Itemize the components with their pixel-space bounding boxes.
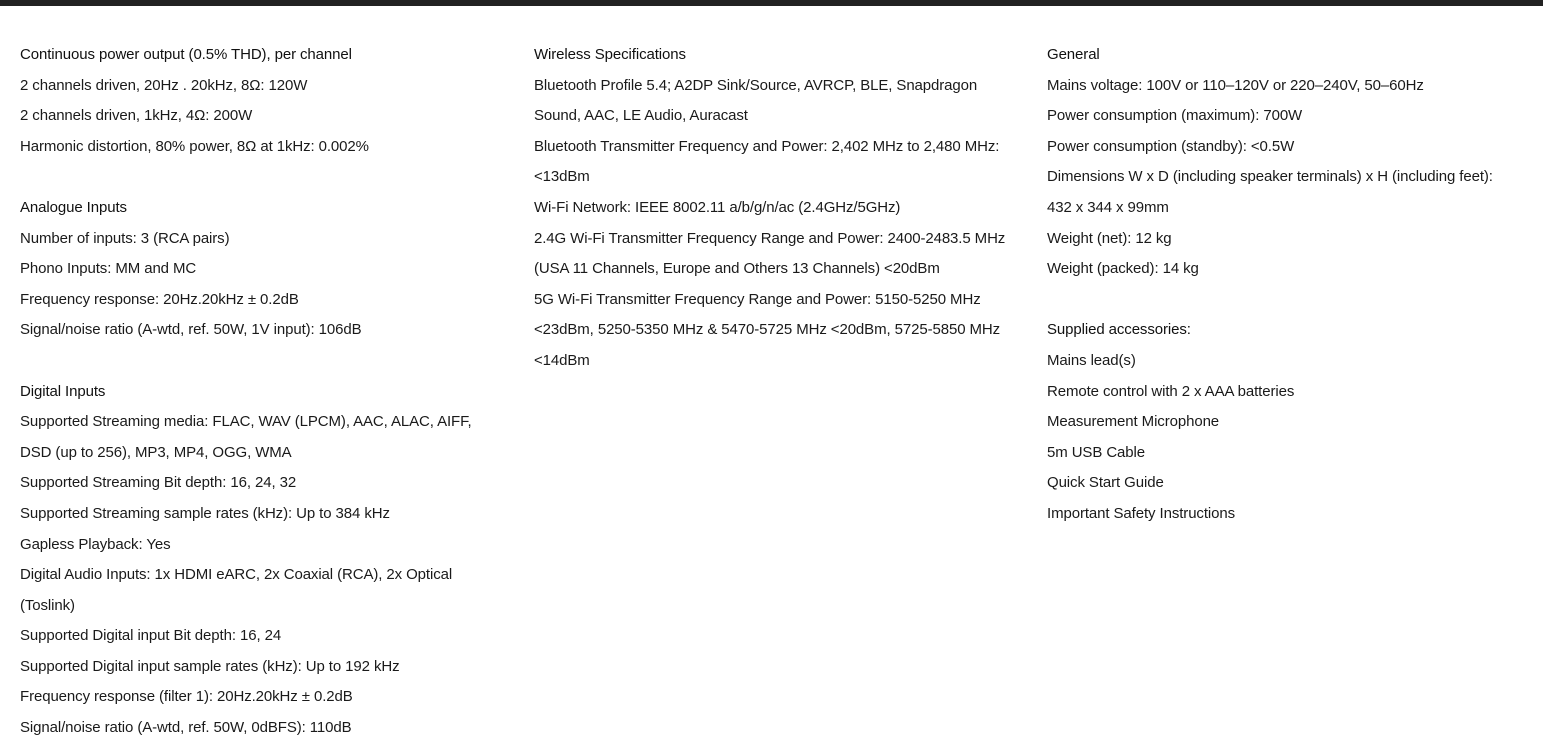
spec-line: Weight (packed): 14 kg	[1047, 260, 1199, 278]
spec-line: Digital Audio Inputs: 1x HDMI eARC, 2x Coaxial (RCA), 2x Optical (Toslink)	[20, 566, 453, 614]
spec-line: Important Safety Instructions	[1047, 504, 1236, 522]
section-title: Analogue Inputs	[20, 198, 127, 216]
section-title: Wireless Specifications	[534, 46, 686, 63]
spec-section-digital-inputs	[20, 377, 505, 744]
spec-line: 2 channels driven, 1kHz, 4Ω: 200W	[20, 107, 253, 125]
spec-line: Bluetooth Profile 5.4; A2DP Sink/Source, AVRCP, BLE, Snapdragon Sound, AAC, LE Audio, Auracast	[534, 76, 978, 125]
spec-line: Weight (net): 12 kg	[1047, 229, 1172, 247]
spec-line: Phono Inputs: MM and MC	[20, 260, 197, 278]
spec-line: Supported Streaming Bit depth: 16, 24, 32	[20, 474, 297, 492]
spec-line: Gapless Playback: Yes	[20, 535, 171, 553]
section-title: Continuous power output (0.5% THD), per channel	[20, 46, 352, 63]
spec-line: Supported Streaming sample rates (kHz): Up to 384 kHz	[20, 504, 390, 522]
spec-line: 5G Wi-Fi Transmitter Frequency Range and Power: 5150-5250 MHz <23dBm, 5250-5350 MHz & 5470-5725 MHz <20dBm, 5725-5850 MHz <14dBm	[534, 290, 1001, 369]
spec-section-analogue-inputs	[20, 193, 505, 346]
spec-line: Mains voltage: 100V or 110–120V or 220–240V, 50–60Hz	[1047, 76, 1424, 94]
specs-column-performance	[20, 40, 505, 744]
spec-line: Dimensions W x D (including speaker terminals) x H (including feet):	[1047, 168, 1493, 186]
specs-column-wireless	[534, 40, 1019, 377]
spec-line: Number of inputs: 3 (RCA pairs)	[20, 229, 230, 247]
section-title: Digital Inputs	[20, 382, 106, 400]
spec-line: Harmonic distortion, 80% power, 8Ω at 1kHz: 0.002%	[20, 137, 369, 155]
spec-line: Frequency response (filter 1): 20Hz.20kHz ± 0.2dB	[20, 688, 353, 706]
spec-line: 2.4G Wi-Fi Transmitter Frequency Range and Power: 2400-2483.5 MHz (USA 11 Channels, Europe and Others 13 Channels) <20dBm	[534, 229, 1006, 278]
spec-line: Frequency response: 20Hz.20kHz ± 0.2dB	[20, 290, 299, 308]
spec-section-power-output	[20, 40, 505, 162]
header-bar	[0, 0, 1543, 6]
section-title: General	[1047, 46, 1100, 63]
spec-line: 5m USB Cable	[1047, 443, 1146, 461]
spec-line: Supported Digital input Bit depth: 16, 24	[20, 627, 282, 645]
spec-line: Signal/noise ratio (A-wtd, ref. 50W, 1V input): 106dB	[20, 321, 362, 339]
spec-line: 432 x 344 x 99mm	[1047, 198, 1169, 216]
section-title: Supplied accessories:	[1047, 321, 1191, 339]
spec-section-supplied-accessories	[1047, 315, 1537, 529]
specs-column-general	[1047, 40, 1537, 530]
spec-line: Mains lead(s)	[1047, 351, 1136, 369]
spec-line: Power consumption (standby): <0.5W	[1047, 137, 1295, 155]
spec-line: Supported Streaming media: FLAC, WAV (LPCM), AAC, ALAC, AIFF, DSD (up to 256), MP3, MP4, OGG, WMA	[20, 413, 472, 461]
spec-line: Remote control with 2 x AAA batteries	[1047, 382, 1295, 400]
spec-line: Power consumption (maximum): 700W	[1047, 107, 1303, 125]
spec-section-wireless	[534, 40, 1019, 377]
spec-line: Wi-Fi Network: IEEE 8002.11 a/b/g/n/ac (2.4GHz/5GHz)	[534, 198, 901, 216]
spec-line: Bluetooth Transmitter Frequency and Power: 2,402 MHz to 2,480 MHz: <13dBm	[534, 137, 1000, 186]
spec-line: Quick Start Guide	[1047, 474, 1164, 492]
spec-line: Supported Digital input sample rates (kHz): Up to 192 kHz	[20, 657, 400, 675]
spec-line: Measurement Microphone	[1047, 413, 1220, 431]
spec-section-general	[1047, 40, 1537, 285]
spec-line: Signal/noise ratio (A-wtd, ref. 50W, 0dBFS): 110dB	[20, 719, 352, 737]
spec-line: 2 channels driven, 20Hz . 20kHz, 8Ω: 120W	[20, 76, 308, 94]
